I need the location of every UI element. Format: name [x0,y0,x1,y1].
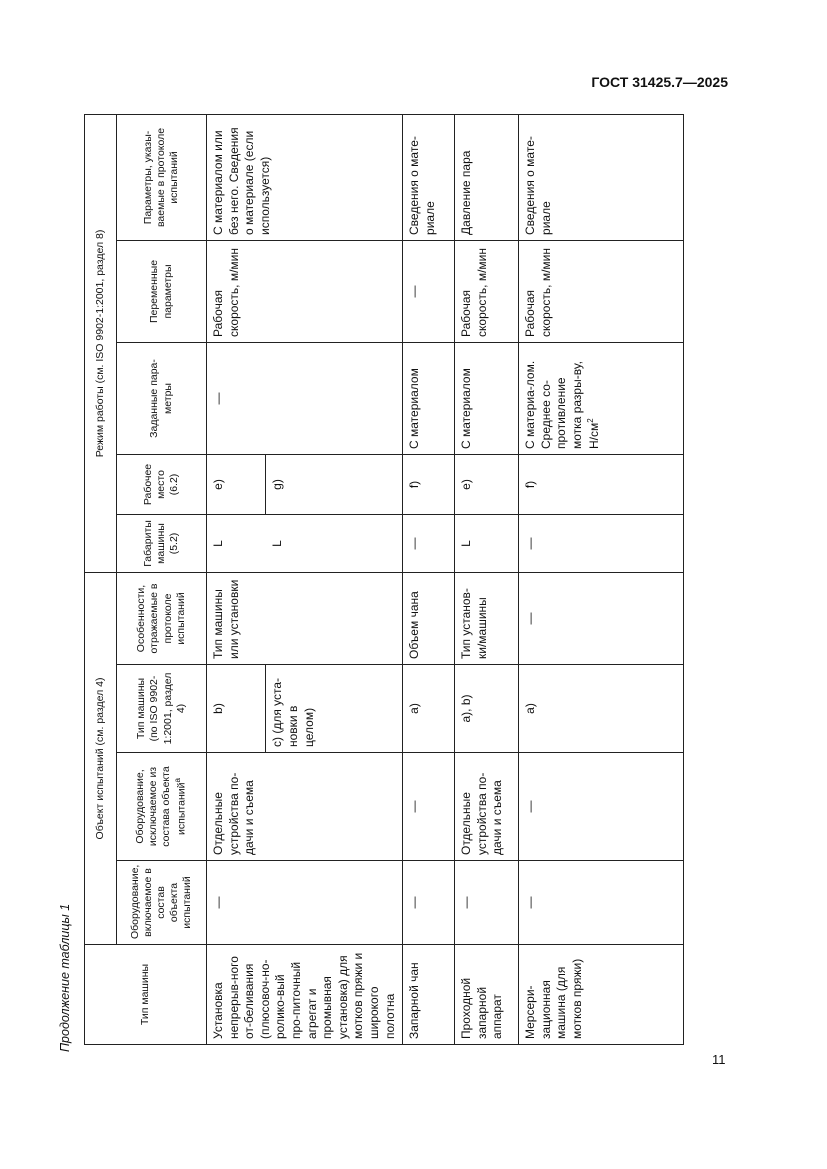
header-preset-params: Заданные пара-метры [117,342,207,454]
cell-variable-params: Рабочая скорость, м/мин [207,240,403,342]
cell-preset-params: С материалом [403,342,455,454]
cell-workplace: f) [519,454,684,514]
header-operating-mode: Режим работы (см. ISO 9902-1:2001, раздел 8) [85,114,117,572]
cell-excluded: Отдельные устройства по-дачи и съема [207,753,403,861]
cell-included: — [403,861,455,945]
cell-variable-params: Рабочая скорость, м/мин [455,240,519,342]
cell-machine-type: Установка непрерыв-ного от-беливания (плюсовоч-но-ролико-вый про-питочный агрегат и промывная установка) для мотков пряжи и широкого полотна [207,945,403,1045]
cell-dimensions: L [207,514,266,572]
cell-dimensions: — [519,514,684,572]
cell-variable-params: Рабочая скорость, м/мин [519,240,684,342]
table-row [207,114,266,1044]
cell-included: — [455,861,519,945]
header-dimensions: Габариты машины (5.2) [117,514,207,572]
unit-exponent: 2 [585,418,595,423]
cell-workplace: f) [403,454,455,514]
cell-machine-class: b) [207,665,266,753]
cell-included: — [207,861,403,945]
cell-excluded: — [519,753,684,861]
cell-report-params: С материалом или без него. Сведения о материале (если используется) [207,114,403,240]
header-row-2 [117,114,207,1044]
cell-features: Объем чана [403,572,455,664]
cell-dimensions-2: L [266,514,403,572]
cell-workplace-2: g) [266,454,403,514]
header-excluded [117,753,207,861]
header-workplace: Рабочее место (6.2) [117,454,207,514]
cell-report-params: Давление пара [455,114,519,240]
cell-variable-params: — [403,240,455,342]
header-excluded-text: Оборудование, исключаемое из состава объекта испытаний [134,766,188,847]
cell-preset-params [519,342,684,454]
table-row [519,114,684,1044]
header-row-1 [85,114,117,1044]
cell-machine-type: Запарной чан [403,945,455,1045]
cell-machine-class: a) [403,665,455,753]
cell-preset-params: С материалом [455,342,519,454]
header-report-params: Параметры, указы-ваемые в протоколе испытаний [117,114,207,240]
data-table [84,114,684,1045]
footnote-marker: a [173,778,183,783]
cell-machine-class: a) [519,665,684,753]
table-row [455,114,519,1044]
header-machine-type: Тип машины [85,945,207,1045]
cell-excluded: Отдельные устройства по-дачи и съема [455,753,519,861]
cell-machine-type: Проходной запарной аппарат [455,945,519,1045]
cell-features: Тип установ-ки/машины [455,572,519,664]
cell-preset-params: — [207,342,403,454]
cell-report-params: Сведения о мате-риале [519,114,684,240]
cell-machine-class-2: c) (для уста-новки в целом) [266,665,403,753]
cell-excluded: — [403,753,455,861]
table-container [84,115,684,1045]
header-test-object: Объект испытаний (см. раздел 4) [85,572,117,944]
cell-workplace: e) [207,454,266,514]
cell-dimensions: — [403,514,455,572]
header-machine-class: Тип машины (по ISO 9902-1:2001, раздел 4) [117,665,207,753]
cell-dimensions: L [455,514,519,572]
cell-features: — [519,572,684,664]
header-variable-params: Переменные параметры [117,240,207,342]
page-number: 11 [712,1052,726,1067]
cell-machine-type: Мерсери-зационная машина (для мотков пряжи) [519,945,684,1045]
cell-features: Тип машины или установки [207,572,266,664]
cell-features-2 [266,572,403,664]
table-row [403,114,455,1044]
cell-machine-class: a), b) [455,665,519,753]
cell-preset-params-text: С материа-лом. Среднее со-противление мотка разры-ву, Н/см [523,360,601,449]
table-caption: Продолжение таблицы 1 [58,903,72,1052]
cell-included: — [519,861,684,945]
header-included: Оборудование, включаемое в состав объекта испытаний [117,861,207,945]
cell-workplace: e) [455,454,519,514]
header-features: Особенности, отражаемые в протоколе испытаний [117,572,207,664]
cell-report-params: Сведения о мате-риале [403,114,455,240]
standard-code: ГОСТ 31425.7—2025 [591,74,728,90]
